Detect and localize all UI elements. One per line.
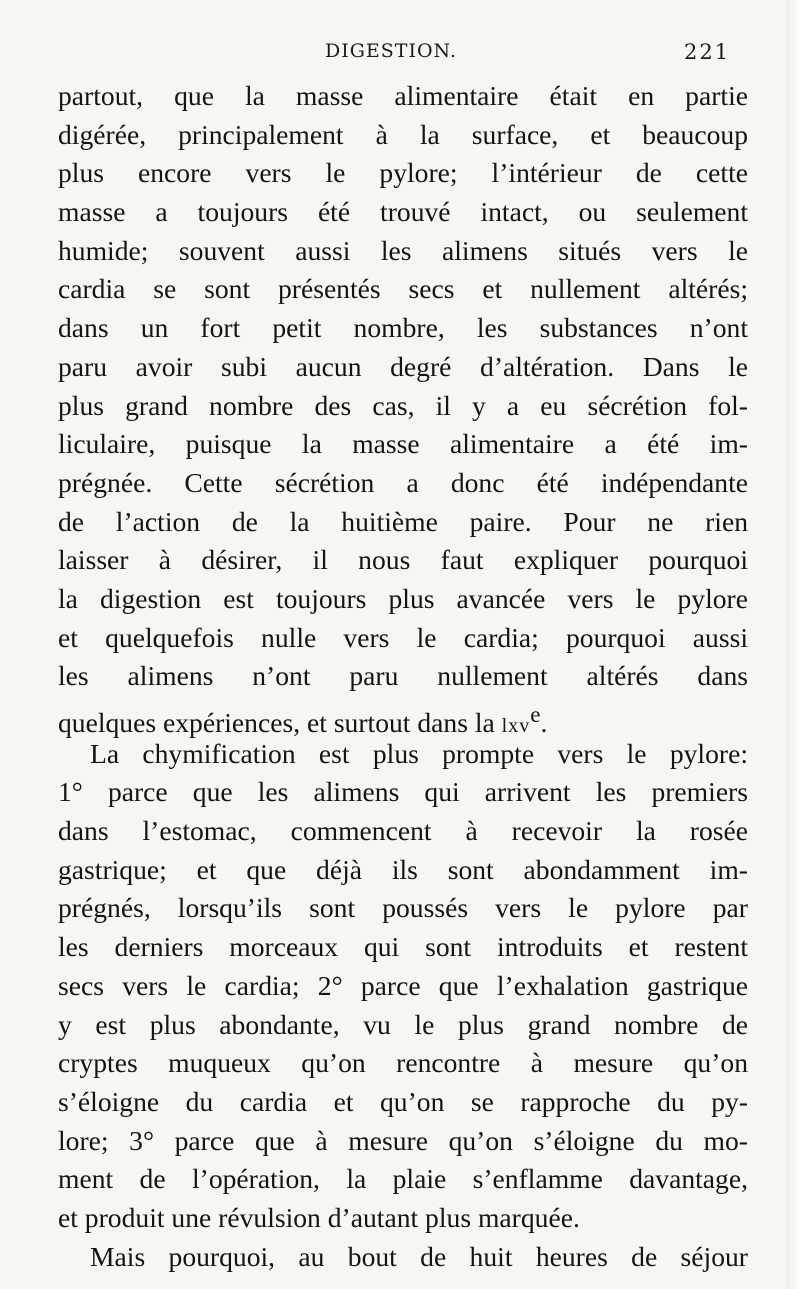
running-title: DIGESTION.	[325, 40, 458, 62]
text-line: y est plus abondante, vu le plus grand nombre de	[58, 1008, 748, 1040]
text-line: cardia se sont présentés secs et nullement altérés;	[58, 273, 748, 305]
text-line: et quelquefois nulle vers le cardia; pourquoi aussi	[58, 621, 748, 653]
page-number: 221	[684, 40, 731, 64]
text-line: 1° parce que les alimens qui arrivent les premiers	[58, 776, 748, 808]
text-line: Mais pourquoi, au bout de huit heures de séjour	[90, 1240, 748, 1272]
text-line: laisser à désirer, il nous faut expliquer pourquoi	[58, 544, 748, 576]
text-line: les alimens n’ont paru nullement altérés dans	[58, 660, 748, 692]
text-fragment: quelques expériences, et surtout dans la	[58, 707, 502, 739]
text-line: plus encore vers le pylore; l’intérieur de cette	[58, 157, 748, 189]
text-line: partout, que la masse alimentaire était en partie	[58, 80, 748, 111]
text-line: paru avoir subi aucun degré d’altération. Dans le	[58, 350, 748, 382]
text-line: humide; souvent aussi les alimens situés vers le	[58, 234, 748, 266]
text-line: dans l’estomac, commencent à recevoir la rosée	[58, 815, 748, 847]
text-line: dans un fort petit nombre, les substances n’ont	[58, 312, 748, 344]
text-fragment: .	[540, 707, 548, 739]
body-text	[58, 77, 748, 1276]
text-line-last	[58, 696, 748, 739]
text-line: cryptes muqueux qu’on rencontre à mesure qu’on	[58, 1047, 748, 1079]
running-head	[0, 40, 786, 70]
page-edge	[786, 0, 800, 1289]
text-line: liculaire, puisque la masse alimentaire a été im-	[58, 428, 748, 460]
text-line: s’éloigne du cardia et qu’on se rapproche du py-	[58, 1085, 748, 1117]
superscript: e	[530, 702, 541, 727]
text-line: gastrique; et que déjà ils sont abondamment im-	[58, 853, 748, 885]
text-line: secs vers le cardia; 2° parce que l’exhalation gastrique	[58, 969, 748, 1001]
small-caps-numeral: lxv	[501, 715, 531, 738]
text-line: prégnés, lorsqu’ils sont poussés vers le pylore par	[58, 892, 748, 924]
text-line: prégnée. Cette sécrétion a donc été indépendante	[58, 466, 748, 498]
text-line: et produit une révulsion d’autant plus marquée.	[58, 1201, 580, 1233]
text-line: les derniers morceaux qui sont introduits et restent	[58, 931, 748, 963]
text-line: masse a toujours été trouvé intact, ou seulement	[58, 196, 748, 228]
text-line: la digestion est toujours plus avancée vers le pylore	[58, 582, 748, 614]
text-line: ment de l’opération, la plaie s’enflamme davantage,	[58, 1163, 748, 1195]
text-line: plus grand nombre des cas, il y a eu sécrétion fol-	[58, 389, 748, 421]
text-line: La chymification est plus prompte vers le pylore:	[90, 737, 748, 769]
text-line: de l’action de la huitième paire. Pour ne rien	[58, 505, 748, 537]
text-line: lore; 3° parce que à mesure qu’on s’éloigne du mo-	[58, 1124, 748, 1156]
text-line: digérée, principalement à la surface, et beaucoup	[58, 118, 748, 150]
